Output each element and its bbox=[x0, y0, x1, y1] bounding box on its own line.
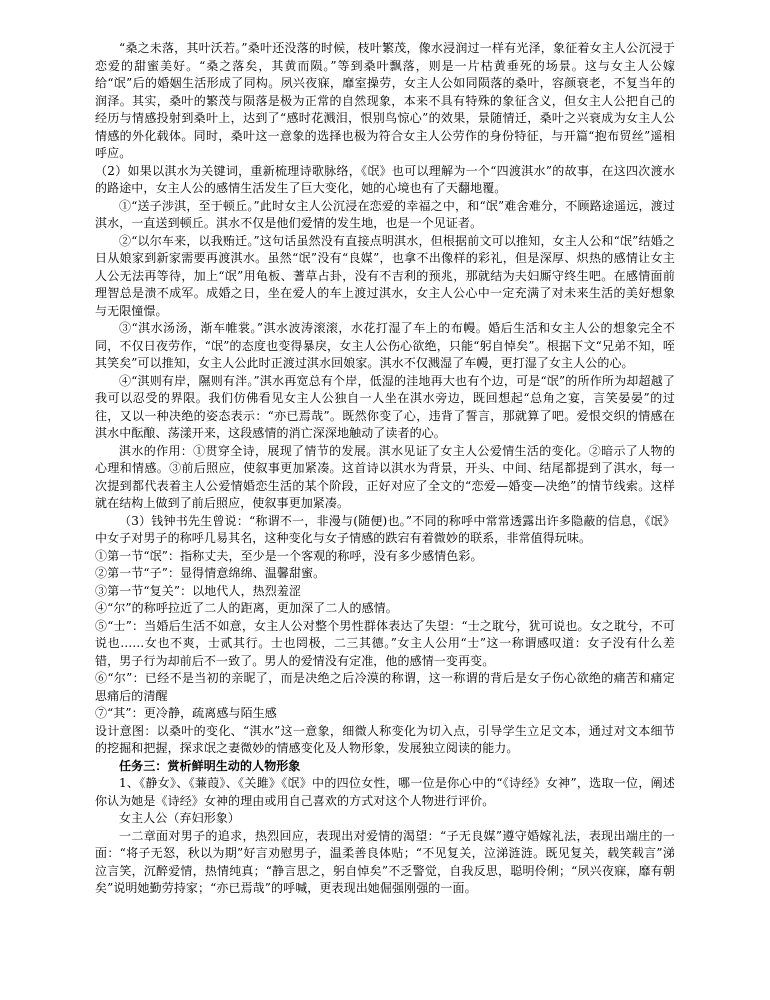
paragraph-heroine-analysis: 一二章面对男子的追求，热烈回应，表现出对爱情的渴望：“子无良媒”遵守婚嫁礼法，表现出端庄的一面：“将子无怒，秋以为期”好言劝慰男子，温柔善良体贴；“不见复关，泣涕涟涟。既见复关，载笑载言”涕泣言笑，沉醉爱情，热情纯真；“静言思之，躬自悼矣”不乏警觉，自我反思，聪明伶俐；“夙兴夜寐，靡有朝矣”说明她勤劳持家；“亦已焉哉”的呼喊，更表现出她倔强刚强的一面。 bbox=[95, 828, 675, 895]
paragraph-design-intent: 设计意图：以桑叶的变化、“淇水”这一意象，细微人称变化为切入点，引导学生立足文本，通过对文本细节的挖掘和把握，探求氓之妻微妙的情感变化及人物形象，发展独立阅读的能力。 bbox=[95, 723, 675, 755]
document-body bbox=[95, 40, 675, 898]
task-question: 1、《静女》、《蒹葭》、《关雎》《氓》中的四位女性，哪一位是你心中的“《诗经》女神”，选取一位，阐述你认为她是《诗经》女神的理由或用自己喜欢的方式对这个人物进行评价。 bbox=[95, 776, 675, 808]
list-item-address-5: ⑤“士”：当婚后生活不如意，女主人公对整个男性群体表达了失望：“士之耽兮，犹可说也。女之耽兮，不可说也……女也不爽，士贰其行。士也罔极，二三其德。”女主人公用“士”这一称谓感叹道：女子没有什么差错，男子行为却前后不一致了。男人的爱情没有定准，他的感情一变再变。 bbox=[95, 618, 675, 668]
list-item-address-2: ②第一节“子”：显得情意绵绵、温馨甜蜜。 bbox=[95, 566, 326, 580]
paragraph-crossing-2: ②“以尔车来，以我贿迁。”这句话虽然没有直接点明淇水，但根据前文可以推知，女主人公和“氓”结婚之日从娘家到新家需要再渡淇水。虽然“氓”没有“良媒”，也拿不出像样的彩礼，但是深厚、炽热的感情让女主人公无法再等待，加上“氓”用龟板、蓍草占卦，没有不吉利的预兆，那就结为夫妇厮守终生吧。在感情面前理智总是溃不成军。成婚之日，坐在爱人的车上渡过淇水，女主人公心中一定充满了对未来生活的美好想象与无限憧憬。 bbox=[95, 233, 675, 318]
paragraph-crossing-3: ③“淇水汤汤，渐车帷裳。”淇水波涛滚滚，水花打湿了车上的布幔。婚后生活和女主人公的想象完全不同，不仅日夜劳作，“氓”的态度也变得暴戾，女主人公伤心欲绝，只能“躬自悼矣”。根据下文“兄弟不知，咥其笑矣”可以推知，女主人公此时正渡过淇水回娘家。淇水不仅溅湿了车幔，更打湿了女主人公的心。 bbox=[95, 321, 675, 370]
paragraph-mulberry-leaf: “桑之未落，其叶沃若。”桑叶还没落的时候，枝叶繁茂，像水浸润过一样有光泽，象征着女主人公沉浸于恋爱的甜蜜美好。“桑之落矣，其黄而陨。”等到桑叶飘落，则是一片枯黄垂死的场景。这与女主人公嫁给“氓”后的婚姻生活形成了同构。夙兴夜寐，靡室操劳，女主人公如同陨落的桑叶，容颜衰老，不复当年的润泽。其实，桑叶的繁茂与陨落是极为正常的自然现象，本来不具有特殊的象征含义，但女主人公把自己的经历与情感投射到桑叶上，达到了“感时花溅泪，恨别鸟惊心”的效果，景随情迁，桑叶之兴衰成为女主人公情感的外化载体。同时，桑叶这一意象的选择也极为符合女主人公劳作的身份特征，与开篇“抱布贸丝”遥相呼应。 bbox=[95, 41, 675, 160]
paragraph-crossing-4: ④“淇则有岸，隰则有泮。”淇水再宽总有个岸，低湿的洼地再大也有个边，可是“氓”的所作所为却超越了我可以忍受的界限。我们仿佛看见女主人公独自一人坐在淇水旁边，既回想起“总角之宴，言笑晏晏”的过往，又以一种决绝的姿态表示：“亦已焉哉”。既然你变了心，违背了誓言，那就算了吧。爱恨交织的情感在淇水中酝酿、荡漾开来，这段感情的消亡深深地触动了读者的心。 bbox=[95, 373, 675, 440]
list-item-address-6: ⑥“尔”：已经不是当初的亲昵了，而是决绝之后冷漠的称谓，这一称谓的背后是女子伤心欲绝的痛苦和痛定思痛后的清醒 bbox=[95, 671, 675, 703]
subheading-heroine: 女主人公（弃妇形象） bbox=[119, 811, 241, 825]
list-item-address-3: ③第一节“复关”：以地代人，热烈羞涩 bbox=[95, 583, 302, 598]
paragraph-qi-river-function: 淇水的作用：①贯穿全诗，展现了情节的发展。淇水见证了女主人公爱情生活的变化。②暗示了人物的心理和情感。③前后照应，使叙事更加紧凑。这首诗以淇水为背景，开头、中间、结尾都提到了淇水，每一次提到都代表着主人公爱情婚恋生活的某个阶段，正好对应了全文的“恋爱—婚变—决绝”的情节线索。这样就在结构上做到了前后照应，使叙事更加紧凑。 bbox=[95, 443, 675, 510]
task-heading: 任务三：赏析鲜明生动的人物形象 bbox=[119, 758, 301, 773]
list-item-address-4: ④“尔”的称呼拉近了二人的距离，更加深了二人的感情。 bbox=[95, 601, 398, 615]
list-item-address-7: ⑦“其”：更冷静，疏离感与陌生感 bbox=[95, 706, 277, 720]
paragraph-crossing-1: ①“送子涉淇，至于顿丘。”此时女主人公沉浸在恋爱的幸福之中，和“氓”难舍难分，不顾路途遥远，渡过淇水，一直送到顿丘。淇水不仅是他们爱情的发生地，也是一个见证者。 bbox=[95, 198, 675, 230]
paragraph-qi-river-intro: （2）如果以淇水为关键词，重新梳理诗歌脉络，《氓》也可以理解为一个“四渡淇水”的故事，在这四次渡水的路途中，女主人公的感情生活发生了巨大变化，她的心境也有了天翻地覆。 bbox=[95, 163, 675, 195]
list-item-address-1: ①第一节“氓”：指称丈夫，至少是一个客观的称呼，没有多少感情色彩。 bbox=[95, 548, 483, 563]
paragraph-forms-of-address: （3）钱钟书先生曾说：“称谓不一，非漫与(随便)也。”不同的称呼中常常透露出许多隐蔽的信息，《氓》中女子对男子的称呼几易其名，这种变化与女子情感的跌宕有着微妙的联系，非常值得玩味。 bbox=[95, 513, 675, 545]
